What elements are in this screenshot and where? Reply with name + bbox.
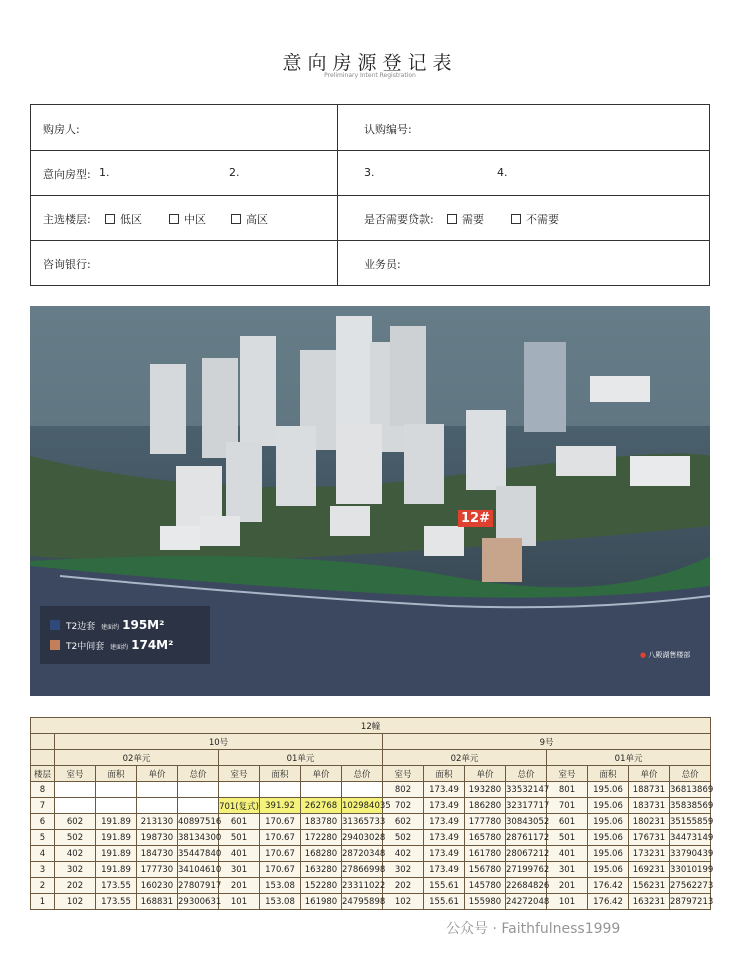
bank-label[interactable]: 咨询银行: bbox=[43, 258, 91, 271]
table-cell: 195.06 bbox=[588, 830, 629, 846]
floor-cell: 2 bbox=[31, 878, 55, 894]
watermark: 公众号 · Faithfulness1999 bbox=[446, 921, 621, 937]
table-cell: 402 bbox=[55, 846, 96, 862]
table-cell: 29300631 bbox=[178, 894, 219, 910]
table-cell: 33532147 bbox=[506, 782, 547, 798]
table-cell: 201 bbox=[547, 878, 588, 894]
table-cell: 702 bbox=[383, 798, 424, 814]
table-row bbox=[31, 862, 711, 878]
column-header: 室号 bbox=[547, 766, 588, 782]
table-cell: 186280 bbox=[465, 798, 506, 814]
table-cell: 35838569 bbox=[670, 798, 711, 814]
table-cell: 701(复式) bbox=[219, 798, 260, 814]
table-cell: 502 bbox=[55, 830, 96, 846]
table-cell: 33790439 bbox=[670, 846, 711, 862]
floor-label: 主选楼层: bbox=[43, 213, 91, 226]
table-cell: 191.89 bbox=[96, 830, 137, 846]
table-row bbox=[31, 878, 711, 894]
table-cell: 391.92 bbox=[260, 798, 301, 814]
unit-label: 02单元 bbox=[55, 750, 219, 766]
table-cell: 191.89 bbox=[96, 814, 137, 830]
table-cell: 27807917 bbox=[178, 878, 219, 894]
table-cell: 177780 bbox=[465, 814, 506, 830]
table-cell: 163280 bbox=[301, 862, 342, 878]
table-cell: 101 bbox=[219, 894, 260, 910]
legend-item-corner: T2边套 建面约 195M² bbox=[50, 618, 200, 632]
column-header: 总价 bbox=[670, 766, 711, 782]
table-cell: 34473149 bbox=[670, 830, 711, 846]
intended-type-label: 意向房型: bbox=[43, 168, 91, 181]
table-cell: 101 bbox=[547, 894, 588, 910]
table-cell: 172280 bbox=[301, 830, 342, 846]
table-cell: 177730 bbox=[137, 862, 178, 878]
table-cell: 191.89 bbox=[96, 862, 137, 878]
checkbox-icon[interactable] bbox=[169, 214, 179, 224]
table-cell: 170.67 bbox=[260, 830, 301, 846]
table-cell: 30843052 bbox=[506, 814, 547, 830]
table-cell: 168831 bbox=[137, 894, 178, 910]
table-cell: 188731 bbox=[629, 782, 670, 798]
table-cell: 502 bbox=[383, 830, 424, 846]
column-header: 单价 bbox=[465, 766, 506, 782]
column-header: 面积 bbox=[588, 766, 629, 782]
building-label: 12幢 bbox=[31, 718, 711, 734]
table-cell: 31365733 bbox=[342, 814, 383, 830]
column-header: 面积 bbox=[260, 766, 301, 782]
table-cell: 145780 bbox=[465, 878, 506, 894]
table-cell: 38134300 bbox=[178, 830, 219, 846]
table-row bbox=[31, 798, 711, 814]
table-cell: 173.55 bbox=[96, 878, 137, 894]
table-cell: 301 bbox=[547, 862, 588, 878]
form-row-bank bbox=[31, 240, 709, 285]
table-cell: 28067212 bbox=[506, 846, 547, 862]
column-header: 面积 bbox=[424, 766, 465, 782]
table-cell bbox=[342, 782, 383, 798]
table-cell: 168280 bbox=[301, 846, 342, 862]
table-cell: 602 bbox=[383, 814, 424, 830]
building-row bbox=[31, 718, 711, 734]
tower-10-label: 10号 bbox=[55, 734, 383, 750]
table-cell: 601 bbox=[547, 814, 588, 830]
table-cell bbox=[96, 782, 137, 798]
table-cell: 176.42 bbox=[588, 894, 629, 910]
table-row bbox=[31, 814, 711, 830]
legend-item-middle: T2中间套 建面约 174M² bbox=[50, 638, 200, 652]
table-cell: 35447840 bbox=[178, 846, 219, 862]
table-row bbox=[31, 782, 711, 798]
table-cell: 161980 bbox=[301, 894, 342, 910]
table-cell: 28797213 bbox=[670, 894, 711, 910]
table-cell bbox=[301, 782, 342, 798]
column-header: 室号 bbox=[55, 766, 96, 782]
floor-cell: 1 bbox=[31, 894, 55, 910]
table-row bbox=[31, 846, 711, 862]
table-cell: 193280 bbox=[465, 782, 506, 798]
table-cell bbox=[55, 782, 96, 798]
column-header: 单价 bbox=[137, 766, 178, 782]
table-cell bbox=[96, 798, 137, 814]
table-cell: 198730 bbox=[137, 830, 178, 846]
table-cell: 202 bbox=[383, 878, 424, 894]
table-cell: 301 bbox=[219, 862, 260, 878]
loan-label: 是否需要贷款: bbox=[364, 213, 434, 226]
type-option-1[interactable]: 1. bbox=[99, 166, 110, 179]
checkbox-icon[interactable] bbox=[447, 214, 457, 224]
price-table-grid bbox=[30, 717, 714, 910]
unit-label: 01单元 bbox=[219, 750, 383, 766]
unit-label: 01单元 bbox=[547, 750, 711, 766]
table-cell: 35155859 bbox=[670, 814, 711, 830]
tower-9-label: 9号 bbox=[383, 734, 711, 750]
table-cell: 28761172 bbox=[506, 830, 547, 846]
table-cell: 170.67 bbox=[260, 846, 301, 862]
table-cell: 34104610 bbox=[178, 862, 219, 878]
table-cell: 22684826 bbox=[506, 878, 547, 894]
table-cell: 33010199 bbox=[670, 862, 711, 878]
floor-cell: 8 bbox=[31, 782, 55, 798]
table-cell: 152280 bbox=[301, 878, 342, 894]
column-header: 单价 bbox=[629, 766, 670, 782]
unit-label: 02单元 bbox=[383, 750, 547, 766]
table-cell: 156780 bbox=[465, 862, 506, 878]
aerial-rendering bbox=[30, 306, 710, 696]
column-header: 室号 bbox=[383, 766, 424, 782]
table-cell: 183731 bbox=[629, 798, 670, 814]
table-cell: 153.08 bbox=[260, 878, 301, 894]
table-cell: 501 bbox=[547, 830, 588, 846]
legend bbox=[40, 606, 210, 664]
table-cell: 401 bbox=[219, 846, 260, 862]
price-table bbox=[30, 717, 714, 910]
table-cell: 401 bbox=[547, 846, 588, 862]
table-cell: 801 bbox=[547, 782, 588, 798]
table-cell: 176731 bbox=[629, 830, 670, 846]
table-cell: 24795898 bbox=[342, 894, 383, 910]
table-cell: 701 bbox=[547, 798, 588, 814]
tower-row bbox=[31, 734, 711, 750]
checkbox-icon[interactable] bbox=[511, 214, 521, 224]
table-cell: 27866998 bbox=[342, 862, 383, 878]
table-cell: 29403028 bbox=[342, 830, 383, 846]
table-cell: 160230 bbox=[137, 878, 178, 894]
table-cell: 163231 bbox=[629, 894, 670, 910]
table-cell: 201 bbox=[219, 878, 260, 894]
table-cell: 302 bbox=[383, 862, 424, 878]
page-subtitle: Preliminary Intent Registration bbox=[324, 72, 416, 79]
table-cell: 165780 bbox=[465, 830, 506, 846]
floor-cell: 6 bbox=[31, 814, 55, 830]
table-cell: 176.42 bbox=[588, 878, 629, 894]
type-option-4[interactable]: 4. bbox=[497, 166, 508, 179]
table-cell bbox=[137, 782, 178, 798]
form-row-floor bbox=[31, 195, 709, 241]
table-cell: 184730 bbox=[137, 846, 178, 862]
registration-form bbox=[30, 104, 710, 286]
floor-header: 楼层 bbox=[31, 766, 55, 782]
type-option-3[interactable]: 3. bbox=[364, 166, 375, 179]
checkbox-icon[interactable] bbox=[231, 214, 241, 224]
table-cell: 155.61 bbox=[424, 878, 465, 894]
table-cell: 173.49 bbox=[424, 798, 465, 814]
loan-option-yes[interactable]: 需要 bbox=[445, 211, 484, 227]
table-cell: 155.61 bbox=[424, 894, 465, 910]
table-cell: 195.06 bbox=[588, 862, 629, 878]
buyer-label[interactable]: 购房人: bbox=[43, 123, 80, 136]
floor-cell: 3 bbox=[31, 862, 55, 878]
table-cell bbox=[178, 782, 219, 798]
unit-row bbox=[31, 750, 711, 766]
column-header-row bbox=[31, 766, 711, 782]
agent-label[interactable]: 业务员: bbox=[364, 258, 401, 271]
table-cell: 102 bbox=[55, 894, 96, 910]
table-cell: 170.67 bbox=[260, 862, 301, 878]
table-cell: 213130 bbox=[137, 814, 178, 830]
column-header: 单价 bbox=[301, 766, 342, 782]
table-cell: 173231 bbox=[629, 846, 670, 862]
table-cell: 195.06 bbox=[588, 814, 629, 830]
table-cell bbox=[178, 798, 219, 814]
building-12-marker[interactable]: 12# bbox=[458, 510, 493, 527]
table-cell: 183780 bbox=[301, 814, 342, 830]
legend-swatch bbox=[50, 640, 60, 650]
table-cell: 27562273 bbox=[670, 878, 711, 894]
table-row bbox=[31, 830, 711, 846]
table-cell: 302 bbox=[55, 862, 96, 878]
table-cell bbox=[55, 798, 96, 814]
table-cell: 156231 bbox=[629, 878, 670, 894]
floor-option-low[interactable]: 低区 bbox=[103, 211, 142, 227]
table-cell: 195.06 bbox=[588, 846, 629, 862]
page-title: 意向房源登记表 bbox=[282, 52, 458, 74]
floor-cell: 5 bbox=[31, 830, 55, 846]
table-cell: 173.55 bbox=[96, 894, 137, 910]
table-cell: 161780 bbox=[465, 846, 506, 862]
table-cell: 24272048 bbox=[506, 894, 547, 910]
column-header: 面积 bbox=[96, 766, 137, 782]
table-cell: 601 bbox=[219, 814, 260, 830]
table-cell: 169231 bbox=[629, 862, 670, 878]
table-cell: 191.89 bbox=[96, 846, 137, 862]
table-cell: 195.06 bbox=[588, 782, 629, 798]
table-cell: 36813869 bbox=[670, 782, 711, 798]
table-cell: 173.49 bbox=[424, 862, 465, 878]
table-cell: 202 bbox=[55, 878, 96, 894]
column-header: 总价 bbox=[342, 766, 383, 782]
form-row-buyer bbox=[31, 105, 709, 151]
table-cell: 102 bbox=[383, 894, 424, 910]
location-pin-icon: ● bbox=[640, 651, 647, 659]
table-cell bbox=[260, 782, 301, 798]
table-cell: 180231 bbox=[629, 814, 670, 830]
table-cell: 802 bbox=[383, 782, 424, 798]
table-cell: 602 bbox=[55, 814, 96, 830]
subscription-no-label[interactable]: 认购编号: bbox=[364, 123, 412, 136]
table-cell: 153.08 bbox=[260, 894, 301, 910]
table-cell bbox=[137, 798, 178, 814]
floor-option-high[interactable]: 高区 bbox=[229, 211, 268, 227]
table-cell: 173.49 bbox=[424, 830, 465, 846]
column-header: 总价 bbox=[178, 766, 219, 782]
table-cell: 23311022 bbox=[342, 878, 383, 894]
legend-swatch bbox=[50, 620, 60, 630]
table-cell: 173.49 bbox=[424, 814, 465, 830]
floor-cell: 7 bbox=[31, 798, 55, 814]
column-header: 总价 bbox=[506, 766, 547, 782]
table-cell: 402 bbox=[383, 846, 424, 862]
checkbox-icon[interactable] bbox=[105, 214, 115, 224]
table-cell: 173.49 bbox=[424, 846, 465, 862]
table-cell: 32317717 bbox=[506, 798, 547, 814]
table-cell: 40897516 bbox=[178, 814, 219, 830]
floor-cell: 4 bbox=[31, 846, 55, 862]
table-cell: 102984035 bbox=[342, 798, 383, 814]
loan-option-no[interactable]: 不需要 bbox=[509, 211, 559, 227]
table-cell: 195.06 bbox=[588, 798, 629, 814]
table-cell: 27199762 bbox=[506, 862, 547, 878]
table-cell: 28720348 bbox=[342, 846, 383, 862]
table-row bbox=[31, 894, 711, 910]
table-cell: 173.49 bbox=[424, 782, 465, 798]
form-row-type bbox=[31, 150, 709, 196]
table-cell: 170.67 bbox=[260, 814, 301, 830]
table-cell: 262768 bbox=[301, 798, 342, 814]
sales-office-label: ● 八殿湖售楼部 bbox=[640, 651, 691, 659]
column-header: 室号 bbox=[219, 766, 260, 782]
type-option-2[interactable]: 2. bbox=[229, 166, 240, 179]
floor-option-mid[interactable]: 中区 bbox=[167, 211, 206, 227]
table-cell: 155980 bbox=[465, 894, 506, 910]
table-cell bbox=[219, 782, 260, 798]
table-cell: 501 bbox=[219, 830, 260, 846]
